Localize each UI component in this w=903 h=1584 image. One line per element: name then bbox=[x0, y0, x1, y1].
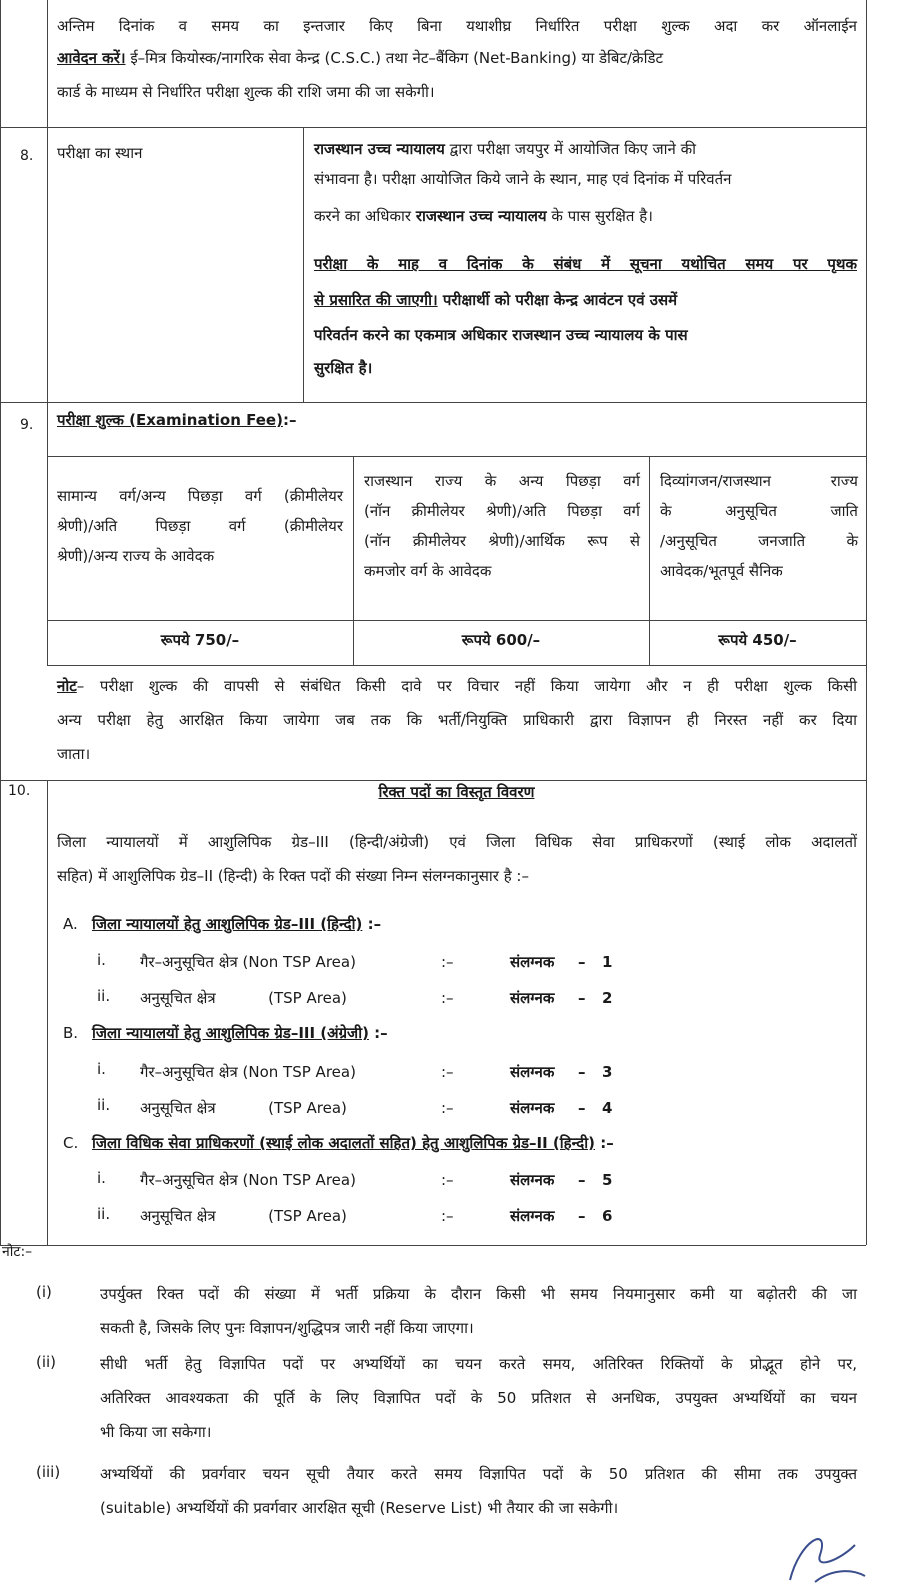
fee-note-line3: जाता। bbox=[57, 745, 91, 763]
venue-para1-line2: संभावना है। परीक्षा आयोजित किये जाने के स्थान, माह एवं दिनांक में परिवर्तन bbox=[314, 170, 732, 188]
fee-category-sc-st: दिव्यांगजन/राजस्थान राज्य के अनुसूचित जाति /अनुसूचित जनजाति के आवेदक/भूतपूर्व सैनिक bbox=[660, 472, 858, 580]
group-title: जिला न्यायालयों हेतु आशुलिपिक ग्रेड–III (अंग्रेजी) :– bbox=[92, 1024, 388, 1042]
group-letter: C. bbox=[63, 1134, 79, 1152]
group-title: जिला विधिक सेवा प्राधिकरणों (स्थाई लोक अदालतों सहित) हेतु आशुलिपिक ग्रेड–II (हिन्दी) :– bbox=[92, 1134, 614, 1152]
fee-category-obc-ews: राजस्थान राज्य के अन्य पिछड़ा वर्ग (नॉन क्रीमीलेयर श्रेणी)/अति पिछड़ा वर्ग (नॉन क्रीमीलेयर श्रेणी)/आर्थिक रूप से कमजोर वर्ग के आवेदक bbox=[364, 472, 640, 580]
venue-para2-line2: से प्रसारित की जाएगी। परीक्षार्थी को परीक्षा केन्द्र आवंटन एवं उसमें bbox=[314, 291, 678, 309]
venue-para2-line3: परिवर्तन करने का एकमात्र अधिकार राजस्थान उच्च न्यायालय के पास bbox=[314, 326, 688, 344]
venue-para2-line4: सुरक्षित है। bbox=[314, 359, 373, 377]
intro-line-2: आवेदन करें। ई–मित्र कियोस्क/नागरिक सेवा केन्द्र (C.S.C.) तथा नेट–बैंकिग (Net-Banking) या डेबिट/क्रेडिट bbox=[57, 49, 664, 67]
venue-para1-line1: राजस्थान उच्च न्यायालय द्वारा परीक्षा जयपुर में आयोजित किए जाने की bbox=[314, 140, 697, 158]
section-number: 8. bbox=[20, 148, 34, 164]
group-letter: B. bbox=[63, 1024, 79, 1042]
fee-amount-sc-st: रूपये 450/– bbox=[718, 631, 797, 649]
fee-amount-obc-ews: रूपये 600/– bbox=[461, 631, 541, 649]
vacancy-intro-line2: सहित) में आशुलिपिक ग्रेड–II (हिन्दी) के रिक्त पदों की संख्या निम्न संलग्नकानुसार है :– bbox=[57, 867, 529, 885]
fee-note-line1: नोट– परीक्षा शुल्क की वापसी से संबंधित किसी दावे पर विचार नहीं किया जायेगा और न ही परीक्षा शुल्क किसी bbox=[57, 677, 857, 695]
fee-category-general: सामान्य वर्ग/अन्य पिछड़ा वर्ग (क्रीमीलेयर श्रेणी)/अति पिछड़ा वर्ग (क्रीमीलेयर श्रेणी)/अन्य राज्य के आवेदक bbox=[57, 487, 343, 565]
venue-para1-line3: करने का अधिकार राजस्थान उच्च न्यायालय के पास सुरक्षित है। bbox=[314, 207, 653, 225]
signature-mark bbox=[760, 1510, 870, 1584]
section-heading: रिक्त पदों का विस्तृत विवरण bbox=[378, 783, 535, 801]
section-label: परीक्षा शुल्क (Examination Fee):– bbox=[57, 411, 297, 429]
notes-label: नोट:– bbox=[2, 1244, 33, 1260]
venue-para2-line1: परीक्षा के माह व दिनांक के संबंध में सूचना यथोचित समय पर पृथक bbox=[314, 255, 857, 273]
vacancy-intro-line1: जिला न्यायालयों में आशुलिपिक ग्रेड–III (हिन्दी/अंग्रेजी) एवं जिला विधिक सेवा प्राधिकरणों (स्थाई लोक अदालतों bbox=[57, 833, 857, 851]
apply-online-text: आवेदन करें। bbox=[57, 49, 126, 67]
section-label: परीक्षा का स्थान bbox=[57, 144, 143, 162]
intro-line-3: कार्ड के माध्यम से निर्धारित परीक्षा शुल्क की राशि जमा की जा सकेगी। bbox=[57, 83, 435, 101]
fee-amount-general: रूपये 750/– bbox=[160, 631, 240, 649]
group-letter: A. bbox=[63, 915, 78, 933]
intro-line-1: अन्तिम दिनांक व समय का इन्तजार किए बिना यथाशीघ्र निर्धारित परीक्षा शुल्क अदा कर ऑनलाईन bbox=[57, 17, 857, 35]
section-number: 10. bbox=[8, 783, 31, 799]
fee-note-line2: अन्य परीक्षा हेतु आरक्षित किया जायेगा जब तक कि भर्ती/नियुक्ति प्राधिकारी द्वारा विज्ञापन ही निरस्त नहीं कर दिया bbox=[57, 711, 857, 729]
group-title: जिला न्यायालयों हेतु आशुलिपिक ग्रेड–III (हिन्दी) :– bbox=[92, 915, 382, 933]
section-number: 9. bbox=[20, 417, 34, 433]
